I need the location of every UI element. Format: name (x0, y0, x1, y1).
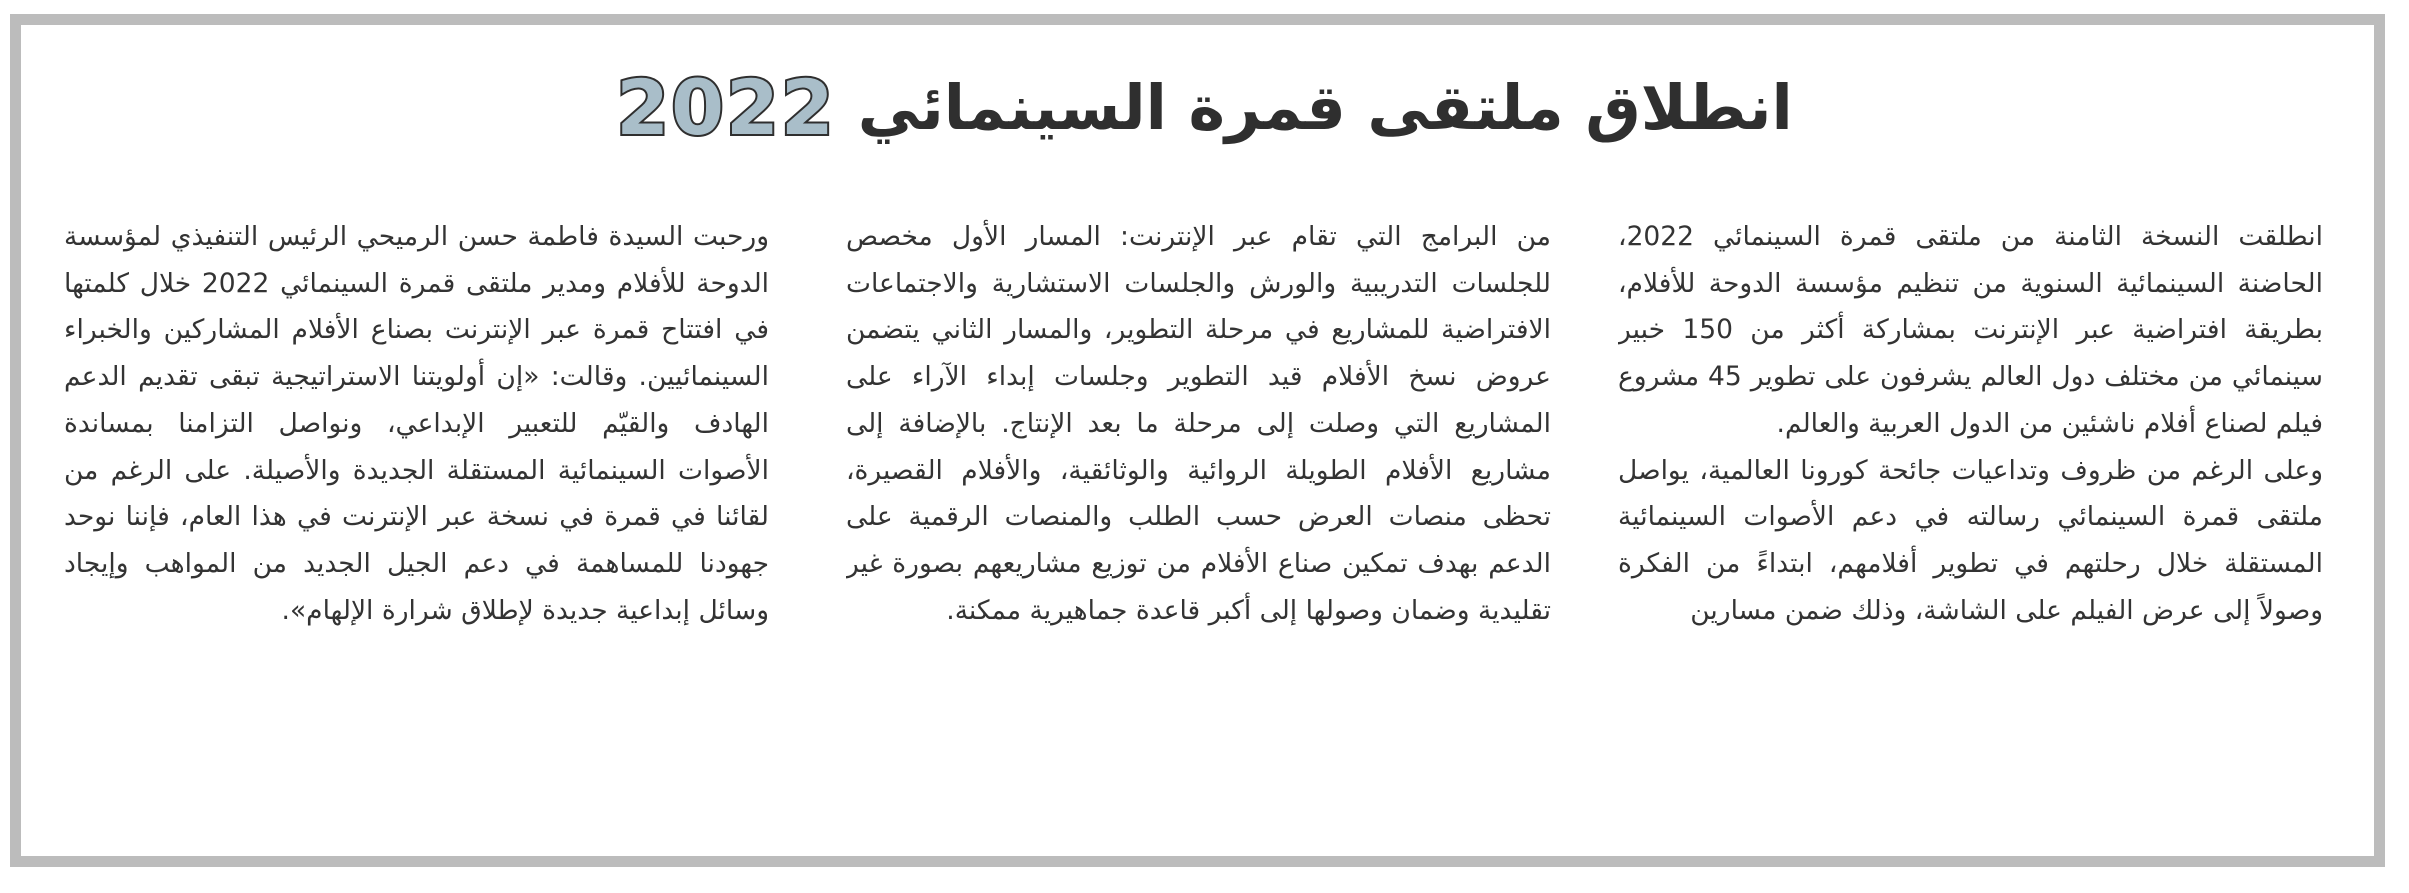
headline-text: انطلاق ملتقى قمرة السينمائي (857, 70, 1793, 144)
paragraph: من البرامج التي تقام عبر الإنترنت: المسار الأول مخصص للجلسات التدريبية والورش والجلسات الاستشارية والاجتماعات الافتراضية للمشاريع في مرحلة التطوير، والمسار الثاني يتضمن عروض نسخ الأفلام قيد التطوير وجلسات إبداء الآراء على المشاريع التي وصلت إلى مرحلة ما بعد الإنتاج. بالإضافة إلى مشاريع الأفلام الطويلة الروائية والوثائقية، والأفلام القصيرة، تحظى منصات العرض حسب الطلب والمنصات الرقمية على الدعم بهدف تمكين صناع الأفلام من توزيع مشاريعهم بصورة غير تقليدية وضمان وصولها إلى أكبر قاعدة جماهيرية ممكنة. (846, 221, 1551, 626)
paragraph: انطلقت النسخة الثامنة من ملتقى قمرة السينمائي 2022، الحاضنة السينمائية السنوية من تنظيم مؤسسة الدوحة للأفلام، بطريقة افتراضية عبر الإنترنت بمشاركة أكثر من 150 خبير سينمائي من مختلف دول العالم يشرفون على تطوير 45 مشروع فيلم لصناع أفلام ناشئين من الدول العربية والعالم. (1618, 221, 2323, 439)
paragraph: وعلى الرغم من ظروف وتداعيات جائحة كورونا العالمية، يواصل ملتقى قمرة السينمائي رسالته في دعم الأصوات السينمائية المستقلة خلال رحلتهم في تطوير أفلامهم، ابتداءً من الفكرة وصولاً إلى عرض الفيلم على الشاشة، وذلك ضمن مسارين (1618, 454, 2323, 626)
column-right (1618, 214, 2323, 814)
column-middle (846, 214, 1551, 814)
headline-year: 2022 (616, 62, 836, 152)
paragraph: ورحبت السيدة فاطمة حسن الرميحي الرئيس التنفيذي لمؤسسة الدوحة للأفلام ومدير ملتقى قمرة السينمائي 2022 خلال كلمتها في افتتاح قمرة عبر الإنترنت بصناع الأفلام المشاركين والخبراء السينمائيين. وقالت: «إن أولويتنا الاستراتيجية تبقى تقديم الدعم الهادف والقيّم للتعبير الإبداعي، ونواصل التزامنا بمساندة الأصوات السينمائية المستقلة الجديدة والأصيلة. على الرغم من لقائنا في قمرة في نسخة عبر الإنترنت في هذا العام، فإننا نوحد جهودنا للمساهمة في دعم الجيل الجديد من المواهب وإيجاد وسائل إبداعية جديدة لإطلاق شرارة الإلهام». (64, 221, 769, 626)
column-left (64, 214, 769, 814)
headline (0, 62, 2409, 152)
